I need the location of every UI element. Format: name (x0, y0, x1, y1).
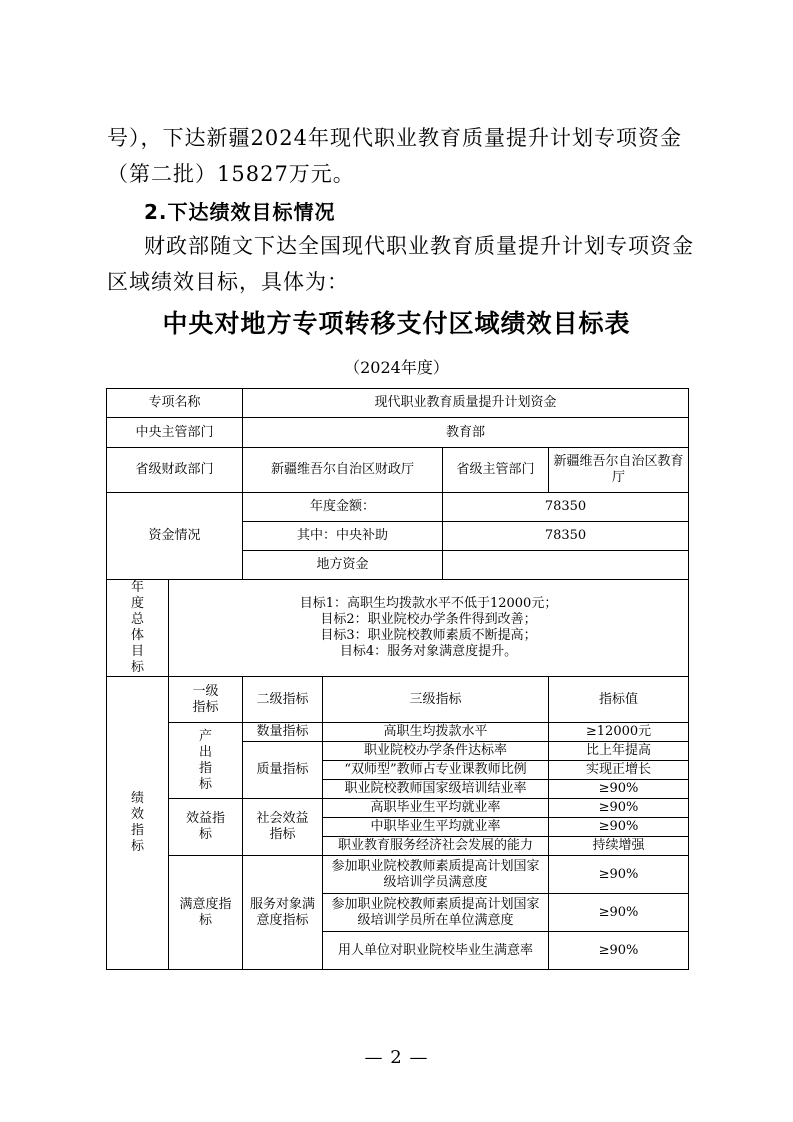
prov-dept: 新疆维吾尔自治区教育厅 (549, 448, 689, 493)
indicator-value: ≥90% (549, 932, 689, 970)
central-dept-label: 中央主管部门 (107, 418, 243, 448)
table-row (107, 723, 689, 742)
table-row (107, 799, 689, 818)
table-row (107, 448, 689, 493)
prov-finance: 新疆维吾尔自治区财政厅 (243, 448, 443, 493)
category-satisfaction: 满意度指标 (169, 856, 243, 970)
sub-service: 服务对象满意度指标 (243, 856, 323, 970)
page-number: — 2 — (364, 1047, 429, 1068)
sub-quantity: 数量指标 (243, 723, 323, 742)
paragraph-1: 号），下达新疆2024年现代职业教育质量提升计划专项资金 (107, 126, 682, 150)
annual-goals-label: 年度总体目标 (107, 580, 169, 677)
indicator-name: 职业院校办学条件达标率 (323, 742, 549, 761)
table-row (107, 389, 689, 418)
table-title: 中央对地方专项转移支付区域绩效目标表 (162, 309, 631, 338)
col-level2-header: 二级指标 (243, 677, 323, 723)
central-dept: 教育部 (243, 418, 689, 448)
col-value-header: 指标值 (549, 677, 689, 723)
annual-amount: 78350 (443, 493, 689, 522)
indicator-name: 参加职业院校教师素质提高计划国家级培训学员满意度 (323, 856, 549, 894)
annual-amount-label: 年度金额： (243, 493, 443, 522)
indicator-name: 中职毕业生平均就业率 (323, 818, 549, 837)
local-funds-label: 地方资金 (243, 551, 443, 580)
performance-goal-table (106, 388, 689, 970)
category-output: 产出指标 (169, 723, 243, 799)
sub-social: 社会效益指标 (243, 799, 323, 856)
indicator-value: ≥90% (549, 799, 689, 818)
paragraph-4: 区域绩效目标，具体为： (107, 270, 349, 294)
annual-goals (169, 580, 689, 677)
indicator-name: “双师型”教师占专业课教师比例 (323, 761, 549, 780)
col-level3-header: 三级指标 (323, 677, 549, 723)
indicator-name: 用人单位对职业院校毕业生满意率 (323, 932, 549, 970)
indicator-value: 比上年提高 (549, 742, 689, 761)
sub-quality: 质量指标 (243, 742, 323, 799)
table-row (107, 677, 689, 723)
table-row (107, 856, 689, 894)
indicator-name: 职业院校教师国家级培训结业率 (323, 780, 549, 799)
paragraph-3: 财政部随文下达全国现代职业教育质量提升计划专项资金 (144, 234, 694, 258)
central-subsidy-label: 其中：中央补助 (243, 522, 443, 551)
indicator-name: 高职生均拨款水平 (323, 723, 549, 742)
indicator-value: ≥90% (549, 894, 689, 932)
goal-item: 目标1：高职生均拨款水平不低于12000元； (299, 596, 558, 611)
table-row (107, 493, 689, 522)
indicator-name: 参加职业院校教师素质提高计划国家级培训学员所在单位满意度 (323, 894, 549, 932)
goal-item: 目标2：职业院校办学条件得到改善； (320, 612, 537, 627)
central-subsidy: 78350 (443, 522, 689, 551)
col-level1-header: 一级指标 (169, 677, 243, 723)
goal-item: 目标4：服务对象满意度提升。 (339, 644, 518, 659)
local-funds (443, 551, 689, 580)
indicator-value: ≥90% (549, 780, 689, 799)
prov-dept-label: 省级主管部门 (443, 448, 549, 493)
table-row (107, 418, 689, 448)
goal-item: 目标3：职业院校教师素质不断提高； (320, 628, 537, 643)
indicator-value: 持续增强 (549, 837, 689, 856)
indicator-value: ≥90% (549, 818, 689, 837)
prov-finance-label: 省级财政部门 (107, 448, 243, 493)
category-benefit: 效益指标 (169, 799, 243, 856)
indicator-value: ≥12000元 (549, 723, 689, 742)
project-name-label: 专项名称 (107, 389, 243, 418)
indicator-value: 实现正增长 (549, 761, 689, 780)
indicator-value: ≥90% (549, 856, 689, 894)
table-subtitle: （2024年度） (344, 358, 449, 377)
performance-label: 绩效指标 (107, 677, 169, 970)
project-name: 现代职业教育质量提升计划资金 (243, 389, 689, 418)
section-heading: 2.下达绩效目标情况 (144, 200, 336, 224)
funds-label: 资金情况 (107, 493, 243, 580)
table-row (107, 580, 689, 677)
indicator-name: 高职毕业生平均就业率 (323, 799, 549, 818)
indicator-name: 职业教育服务经济社会发展的能力 (323, 837, 549, 856)
paragraph-2: （第二批）15827万元。 (107, 162, 355, 186)
